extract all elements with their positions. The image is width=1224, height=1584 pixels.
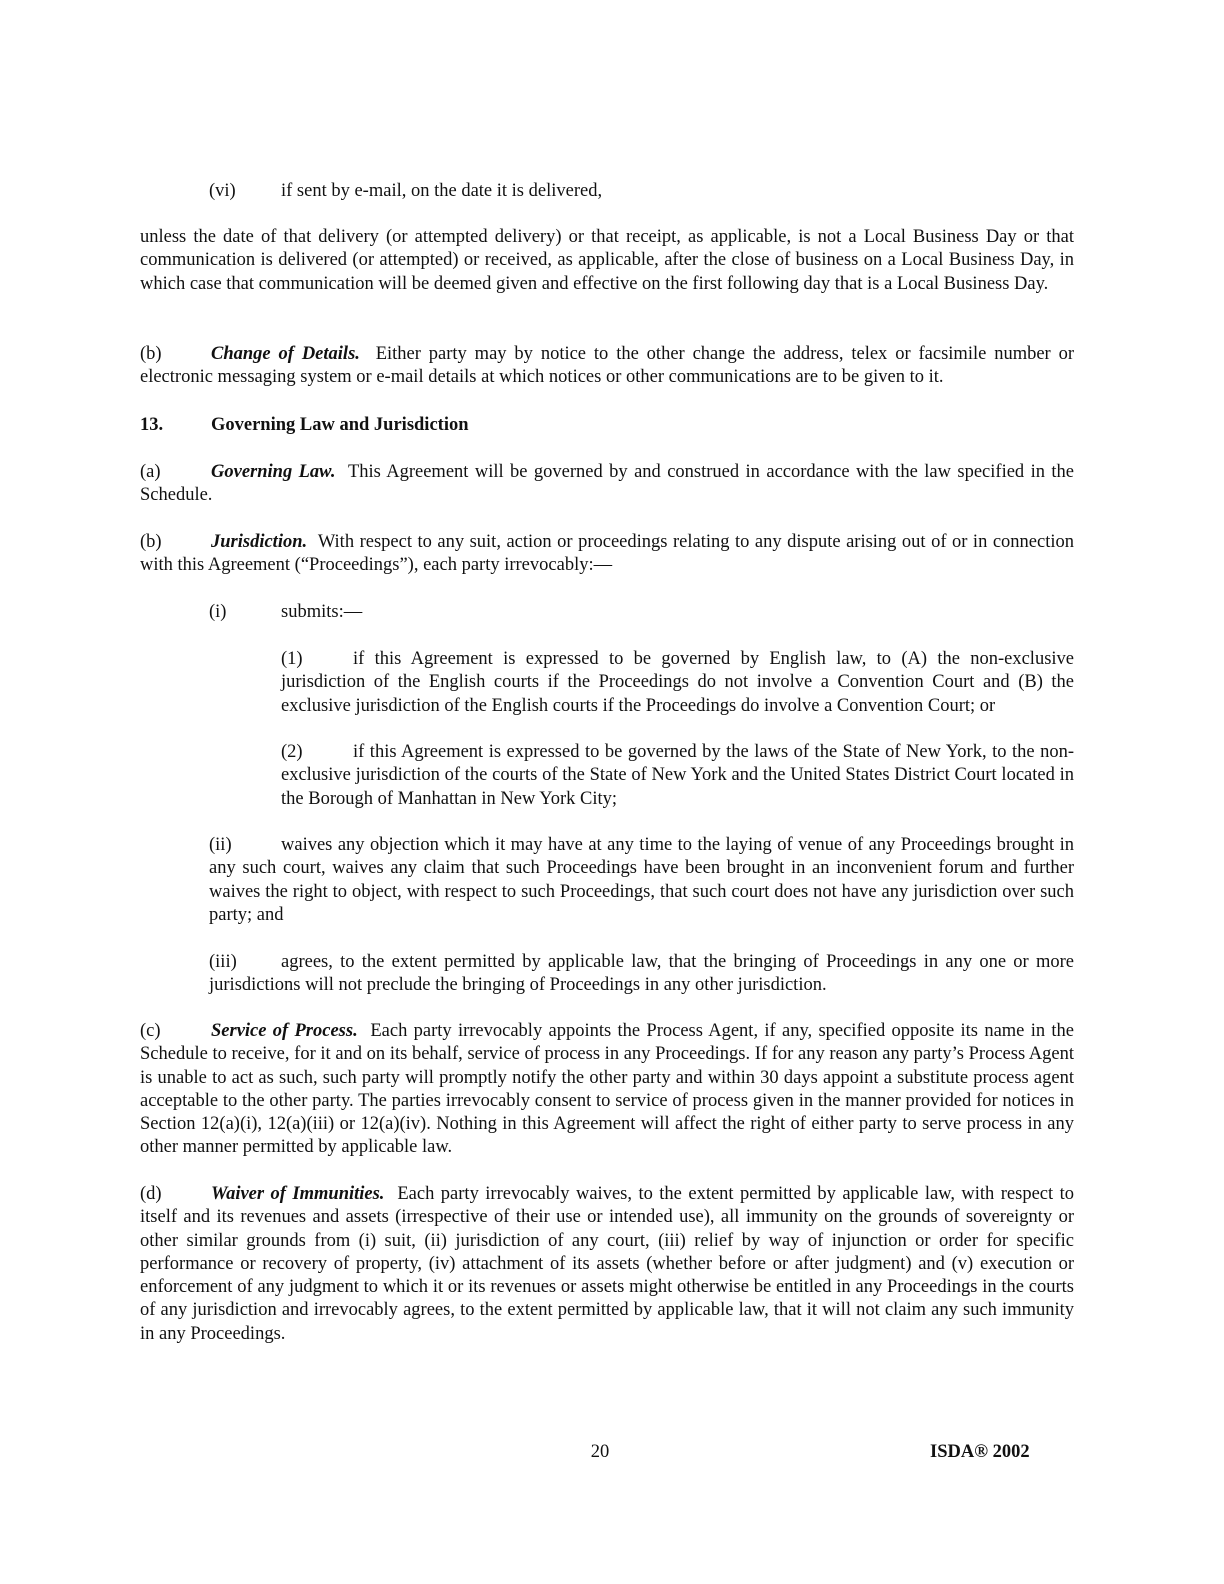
clause-text: if this Agreement is expressed to be governed by the laws of the State of New York, to the non-exclusive jurisdiction of the courts of the State of New York and the United States District Court located in the Borough of Manhattan in New York City;	[281, 742, 1074, 809]
paragraph-unless	[140, 226, 1074, 296]
clause-title: Service of Process.	[211, 1021, 358, 1041]
footer-doc-label: ISDA® 2002	[930, 1442, 1030, 1462]
clause-text: With respect to any suit, action or proceedings relating to any dispute arising out of or in connection with this Agreement (“Proceedings”), each party irrevocably:—	[140, 532, 1074, 576]
clause-number: (i)	[209, 602, 227, 622]
clause-number: (iii)	[209, 952, 237, 972]
clause-title: Change of Details.	[211, 344, 360, 364]
clause-text: if this Agreement is expressed to be governed by English law, to (A) the non-exclusive jurisdiction of the English courts if the Proceedings do not involve a Convention Court and (B) the exclusive jurisdiction of the English courts if the Proceedings do involve a Convention Court; or	[281, 649, 1074, 716]
section-heading-13	[140, 414, 1074, 437]
paragraph-text: unless the date of that delivery (or attempted delivery) or that receipt, as applicable, is not a Local Business Day or that communication is delivered (or attempted) or received, as applicable, after the close of business on a Local Business Day, in which case that communication will be deemed given and effective on the first following day that is a Local Business Day.	[140, 227, 1074, 294]
clause-number: (2)	[281, 742, 303, 762]
clause-number: (1)	[281, 649, 303, 669]
clause-number: (d)	[140, 1184, 162, 1204]
section-number: 13.	[140, 415, 164, 435]
clause-text: submits:—	[281, 602, 363, 622]
clause-iii-agrees	[209, 951, 1074, 998]
clause-d-waiver-of-immunities	[140, 1183, 1074, 1346]
clause-number: (c)	[140, 1021, 161, 1041]
clause-number: (a)	[140, 462, 161, 482]
clause-text: Each party irrevocably appoints the Process Agent, if any, specified opposite its name in the Schedule to receive, for it and on its behalf, service of process in any Proceedings. If for any reason any party’s Process Agent is unable to act as such, such party will promptly notify the other party and within 30 days appoint a substitute process agent acceptable to the other party. The parties irrevocably consent to service of process given in the manner provided for notices in Section 12(a)(i), 12(a)(iii) or 12(a)(iv). Nothing in this Agreement will affect the right of either party to serve process in any other manner permitted by applicable law.	[140, 1021, 1074, 1158]
subclause-2	[281, 741, 1074, 811]
clause-a-governing-law	[140, 461, 1074, 508]
clause-c-service-of-process	[140, 1020, 1074, 1160]
clause-ii-waives	[209, 834, 1074, 927]
clause-number: (vi)	[209, 181, 236, 201]
clause-text: This Agreement will be governed by and construed in accordance with the law specified in the Schedule.	[140, 462, 1074, 506]
clause-text: Either party may by notice to the other change the address, telex or facsimile number or electronic messaging system or e-mail details at which notices or other communications are to be given to it.	[140, 344, 1075, 388]
clause-text: Each party irrevocably waives, to the extent permitted by applicable law, with respect to itself and its revenues and assets (irrespective of their use or intended use), all immunity on the grounds of sovereignty or other similar grounds from (i) suit, (ii) jurisdiction of any court, (iii) relief by way of injunction or order for specific performance or recovery of property, (iv) attachment of its assets (whether before or after judgment) and (v) execution or enforcement of any judgment to which it or its revenues or assets might otherwise be entitled in any Proceedings in the courts of any jurisdiction and irrevocably agrees, to the extent permitted by applicable law, that it will not claim any such immunity in any Proceedings.	[140, 1184, 1074, 1344]
clause-text: if sent by e-mail, on the date it is delivered,	[281, 181, 603, 201]
clause-title: Governing Law.	[211, 462, 336, 482]
page-number: 20	[590, 1442, 610, 1462]
clause-number: (ii)	[209, 835, 232, 855]
clause-number: (b)	[140, 344, 162, 364]
clause-vi	[209, 180, 1074, 203]
clause-b-jurisdiction	[140, 531, 1074, 578]
subclause-1	[281, 648, 1074, 718]
clause-b-change-of-details	[140, 343, 1074, 390]
clause-title: Waiver of Immunities.	[211, 1184, 385, 1204]
clause-text: waives any objection which it may have at any time to the laying of venue of any Proceedings brought in any such court, waives any claim that such Proceedings have been brought in an inconvenient forum and further waives the right to object, with respect to such Proceedings, that such court does not have any jurisdiction over such party; and	[209, 835, 1074, 925]
section-title: Governing Law and Jurisdiction	[211, 415, 469, 435]
clause-title: Jurisdiction.	[211, 532, 308, 552]
clause-i-submits	[209, 601, 1074, 624]
clause-text: agrees, to the extent permitted by applicable law, that the bringing of Proceedings in any one or more jurisdictions will not preclude the bringing of Proceedings in any other jurisdiction.	[209, 952, 1074, 996]
clause-number: (b)	[140, 532, 162, 552]
